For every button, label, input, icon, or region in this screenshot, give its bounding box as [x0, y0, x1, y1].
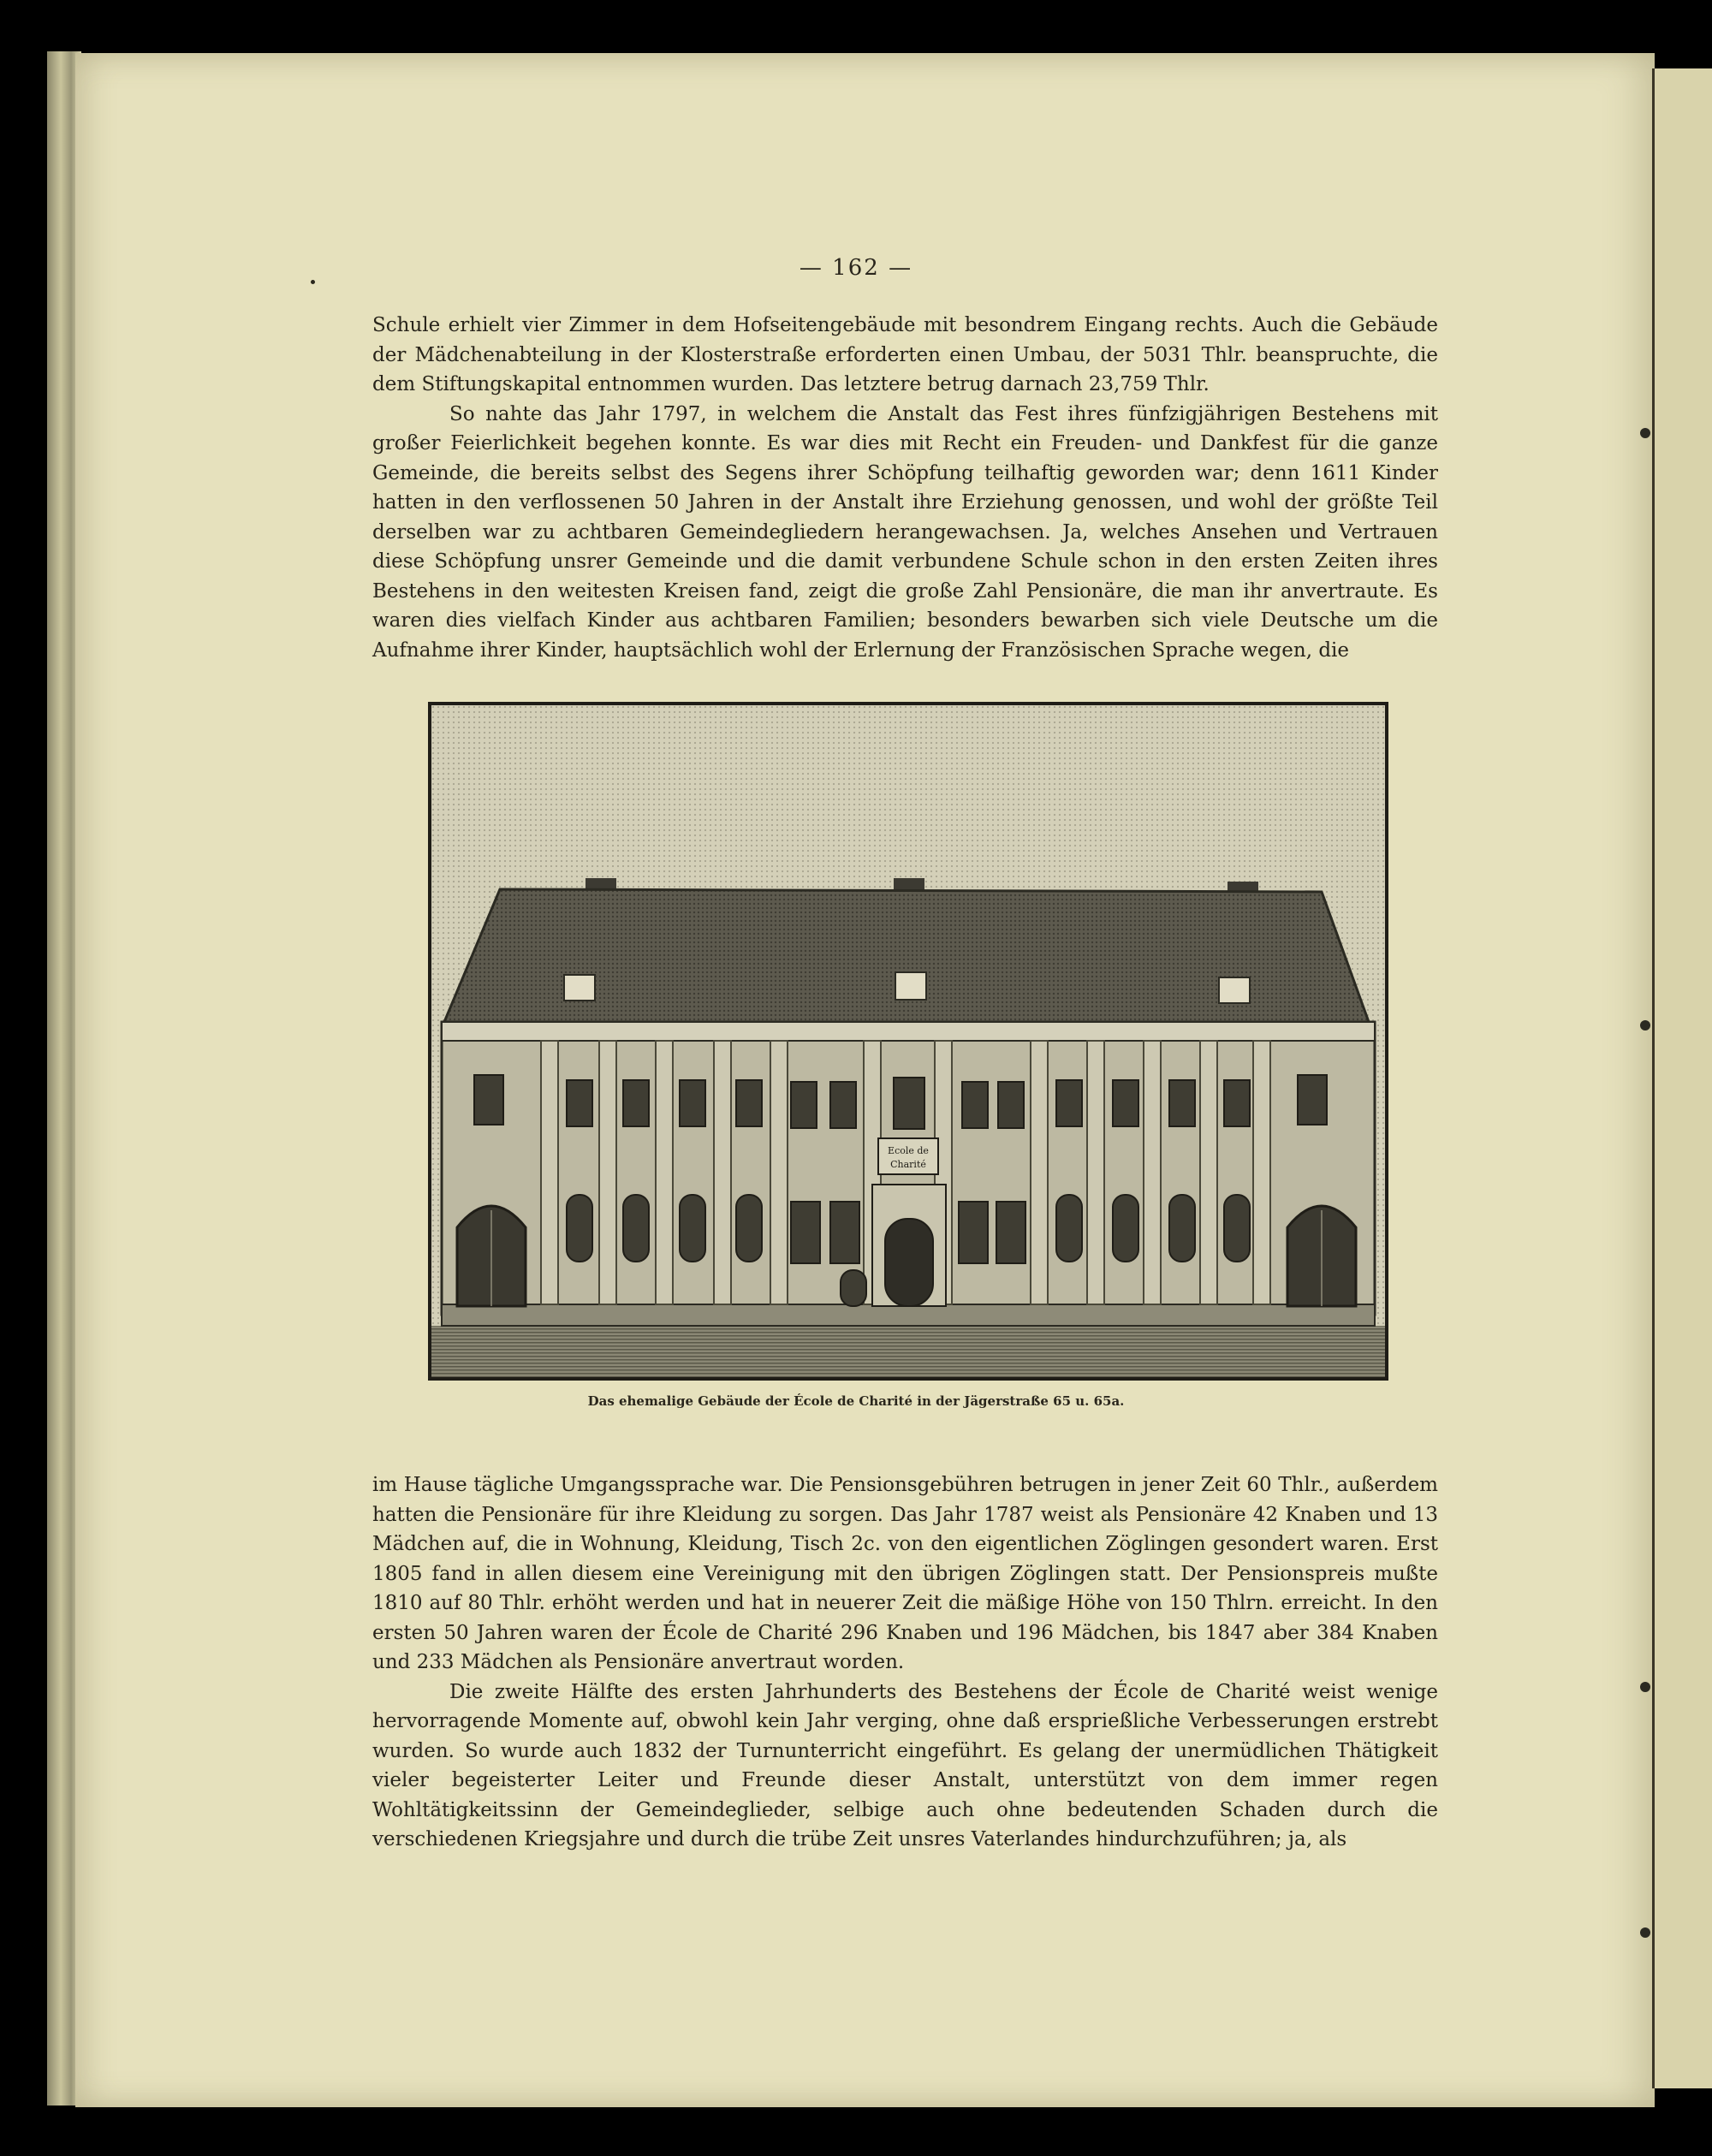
plinth — [442, 1304, 1375, 1326]
text-block-top — [372, 311, 1438, 665]
small-door — [841, 1270, 866, 1306]
window — [1224, 1080, 1250, 1126]
sign-text-line1: Ecole de — [888, 1145, 929, 1156]
dormer-window — [895, 972, 926, 1000]
window — [567, 1195, 592, 1262]
pilaster — [1087, 1041, 1104, 1304]
paragraph: So nahte das Jahr 1797, in welchem die Anstalt das Fest ihres fünfzigjährigen Bestehens mit großer Feierlichkeit begehen konnte. Es war dies mit Recht ein Freuden- und Dankfest für die ganze Gemeinde, die bereits selbst des Segens ihrer Schöpfung teilhaftig geworden war; denn 1611 Kinder hatten in den verflossenen 50 Jahren in der Anstalt ihre Erziehung genossen, und wohl der größte Teil derselben war zu achtbaren Gemeindegliedern herangewachsen. Ja, welches Ansehen und Vertrauen diese Schöpfung unsrer Gemeinde und die damit verbundene Schule schon in den ersten Zeiten ihres Bestehens in den weitesten Kreisen fand, zeigt die große Zahl Pensionäre, die man ihr anvertraute. Es waren dies vielfach Kinder aus achtbaren Familien; besonders bewarben sich viele Deutsche um die Aufnahme ihrer Kinder, hauptsächlich wohl der Erlernung der Französischen Sprache wegen, die — [372, 402, 1438, 662]
pilaster — [599, 1041, 616, 1304]
binding-pin — [1640, 1020, 1650, 1030]
paragraph: Schule erhielt vier Zimmer in dem Hofseitengebäude mit besondrem Eingang rechts. Auch die Gebäude der Mädchenabteilung in der Klosterstraße erforderten einen Umbau, der 5031 Thlr. beanspruchte, die dem Stiftungskapital entnommen wurden. Das letztere betrug darnach 23,759 Thlr. — [372, 314, 1438, 395]
window — [623, 1195, 649, 1262]
pilaster — [1253, 1041, 1270, 1304]
window — [1224, 1195, 1250, 1262]
window — [736, 1080, 762, 1126]
window — [791, 1082, 817, 1128]
sign-text-line2: Charité — [890, 1159, 926, 1170]
window — [1056, 1080, 1082, 1126]
window — [894, 1078, 924, 1129]
window — [791, 1202, 820, 1263]
binding-pin — [1640, 1682, 1650, 1692]
window — [830, 1202, 859, 1263]
window — [959, 1202, 988, 1263]
window — [736, 1195, 762, 1262]
window — [680, 1080, 705, 1126]
window — [1056, 1195, 1082, 1262]
binding-pin — [1640, 428, 1650, 438]
text-block-bottom — [372, 1470, 1438, 1855]
adjacent-page-edge — [1652, 68, 1712, 2088]
paragraph: Die zweite Hälfte des ersten Jahrhunderts des Bestehens der École de Charité weist wenige hervorragende Momente auf, obwohl kein Jahr verging, ohne daß ersprießliche Verbesserungen erstrebt wurden. So wurde auch 1832 der Turnunterricht eingeführt. Es gelang der unermüdlichen Thätigkeit vieler begeisterter Leiter und Freunde dieser Anstalt, unterstützt von dem immer regen Wohltätigkeitssinn der Gemeindeglieder, selbige auch ohne bedeutenden Schaden durch die verschiedenen Kriegsjahre und durch die trübe Zeit unsres Vaterlandes hindurchzuführen; ja, als — [372, 1680, 1438, 1850]
pilaster — [1031, 1041, 1048, 1304]
window — [680, 1195, 705, 1262]
paragraph: im Hause tägliche Umgangssprache war. Die Pensionsgebühren betrugen in jener Zeit 60 Thlr., außerdem hatten die Pensionäre für ihre Kleidung zu sorgen. Das Jahr 1787 weist als Pensionäre 42 Knaben und 13 Mädchen auf, die in Wohnung, Kleidung, Tisch 2c. von den eigentlichen Zöglingen gesondert waren. Erst 1805 fand in allen diesem eine Vereinigung mit den übrigen Zöglingen statt. Der Pensionspreis mußte 1810 auf 80 Thlr. erhöht werden und hat in neuerer Zeit die mäßige Höhe von 150 Thlrn. erreicht. In den ersten 50 Jahren waren der École de Charité 296 Knaben und 196 Mädchen, bis 1847 aber 384 Knaben und 233 Mädchen als Pensionäre anvertraut worden. — [372, 1474, 1438, 1673]
pilaster — [1200, 1041, 1217, 1304]
pilaster — [541, 1041, 558, 1304]
window — [1169, 1080, 1195, 1126]
pilaster — [1144, 1041, 1161, 1304]
pilaster — [714, 1041, 731, 1304]
window — [830, 1082, 856, 1128]
window — [996, 1202, 1025, 1263]
window — [567, 1080, 592, 1126]
figure-caption: Das ehemalige Gebäude der École de Charité in der Jägerstraße 65 u. 65a. — [587, 1393, 1125, 1409]
window — [623, 1080, 649, 1126]
window — [1298, 1075, 1327, 1125]
pilaster — [770, 1041, 788, 1304]
window — [962, 1082, 988, 1128]
window — [1113, 1080, 1138, 1126]
street — [431, 1326, 1385, 1377]
page-number: — 162 — — [799, 255, 913, 281]
building-illustration — [428, 702, 1388, 1381]
pilaster — [656, 1041, 673, 1304]
window — [1113, 1195, 1138, 1262]
window — [1169, 1195, 1195, 1262]
window — [998, 1082, 1024, 1128]
cornice — [442, 1022, 1375, 1041]
window — [474, 1075, 503, 1125]
main-door — [885, 1219, 933, 1306]
dormer-window — [564, 975, 595, 1001]
binding-pin — [1640, 1927, 1650, 1938]
dormer-window — [1219, 977, 1250, 1003]
